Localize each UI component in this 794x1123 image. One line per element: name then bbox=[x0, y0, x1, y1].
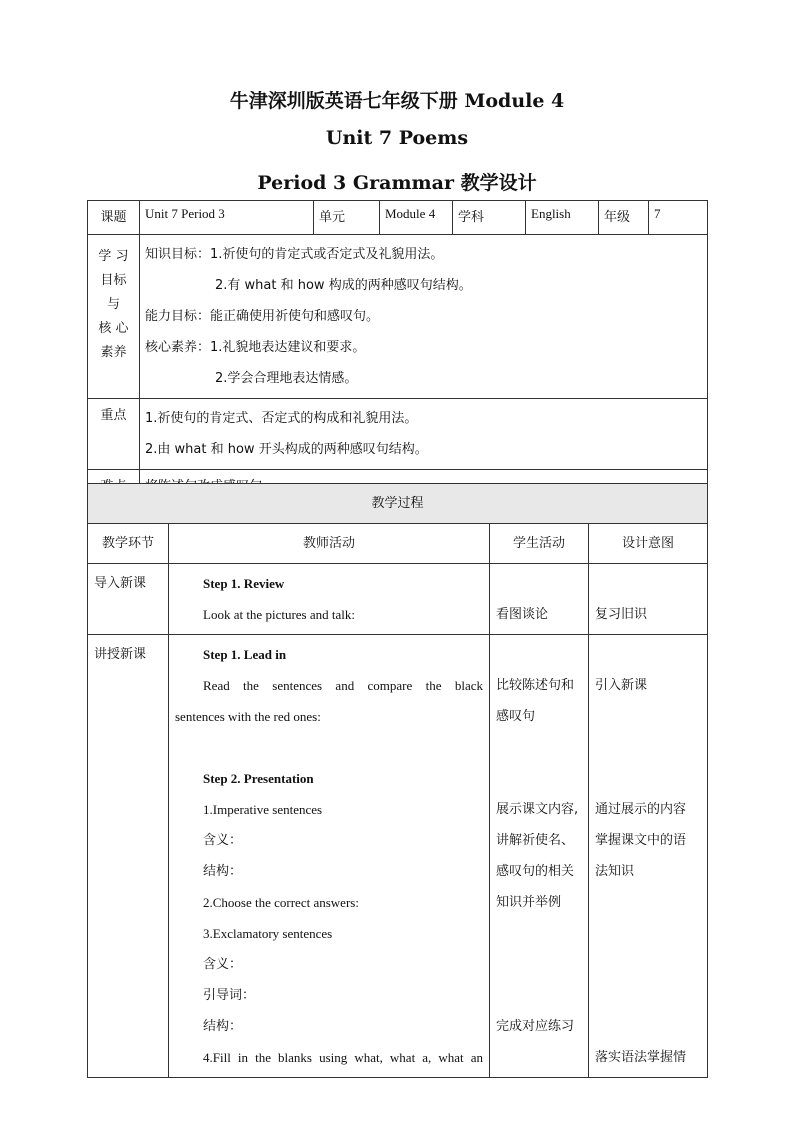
stage-intro-row bbox=[88, 564, 708, 635]
knowledge-goal-2: 2.有 what 和 how 构成的两种感叹句结构。 bbox=[215, 278, 472, 293]
intent-line: 落实语法掌握情 bbox=[595, 1050, 687, 1065]
key-points-row bbox=[88, 399, 708, 470]
stage-new-row bbox=[88, 635, 708, 1078]
lead-in-line-b: sentences with the red ones: bbox=[175, 709, 321, 724]
topic-value: Unit 7 Period 3 bbox=[140, 201, 314, 235]
process-title: 教学过程 bbox=[88, 484, 708, 524]
presentation-line: 引导词： bbox=[203, 988, 256, 1003]
lesson-info-table bbox=[87, 200, 708, 504]
objectives-content bbox=[140, 235, 708, 399]
student-line: 展示课文内容, bbox=[496, 802, 579, 817]
ability-goal: 能力目标：能正确使用祈使句和感叹句。 bbox=[145, 309, 380, 324]
key-point-2: 2.由 what 和 how 开头构成的两种感叹句结构。 bbox=[145, 442, 428, 457]
process-header-row bbox=[88, 484, 708, 524]
presentation-line: 含义： bbox=[203, 957, 243, 972]
stage-intro-intent bbox=[589, 564, 708, 635]
col-intent: 设计意图 bbox=[589, 524, 708, 564]
info-row bbox=[88, 201, 708, 235]
review-step-title: Step 1. Review bbox=[203, 576, 285, 591]
student-line: 讲解祈使名、 bbox=[496, 833, 575, 848]
student-line: 感叹句 bbox=[496, 709, 536, 724]
period-title: Period 3 Grammar 教学设计 bbox=[257, 172, 537, 194]
lead-in-step-title: Step 1. Lead in bbox=[203, 647, 287, 662]
key-points-label: 重点 bbox=[88, 399, 140, 470]
objectives-row bbox=[88, 235, 708, 399]
objectives-label-line: 目标 bbox=[100, 273, 127, 288]
key-point-1: 1.祈使句的肯定式、否定式的构成和礼貌用法。 bbox=[145, 411, 418, 426]
core-goal-1: 核心素养：1.礼貌地表达建议和要求。 bbox=[145, 340, 366, 355]
intent-line: 掌握课文中的语 bbox=[595, 833, 687, 848]
presentation-line: 1.Imperative sentences bbox=[203, 802, 323, 817]
student-line: 感叹句的相关 bbox=[496, 864, 575, 879]
subject-label: 学科 bbox=[453, 201, 526, 235]
col-teacher: 教师活动 bbox=[169, 524, 490, 564]
presentation-line: 结构： bbox=[203, 1019, 243, 1034]
intent-line: 法知识 bbox=[595, 864, 635, 879]
presentation-step-title: Step 2. Presentation bbox=[203, 771, 314, 786]
stage-intro-name: 导入新课 bbox=[88, 564, 169, 635]
document-title: 牛津深圳版英语七年级下册 Module 4 bbox=[229, 90, 565, 112]
presentation-line: 结构： bbox=[203, 864, 243, 879]
teaching-process-table bbox=[87, 483, 708, 1078]
unit-title: Unit 7 Poems bbox=[325, 127, 469, 149]
unit-value: Module 4 bbox=[380, 201, 453, 235]
intent-line: 通过展示的内容 bbox=[595, 802, 687, 817]
student-line: 知识并举例 bbox=[496, 895, 562, 910]
presentation-line: 3.Exclamatory sentences bbox=[203, 926, 333, 941]
unit-label: 单元 bbox=[314, 201, 380, 235]
presentation-line: 2.Choose the correct answers: bbox=[203, 895, 359, 910]
topic-label: 课题 bbox=[88, 201, 140, 235]
objectives-label-line: 核 心 bbox=[98, 321, 129, 336]
stage-new-intent bbox=[589, 635, 708, 1078]
intent-line: 引入新课 bbox=[595, 678, 648, 693]
objectives-label bbox=[88, 235, 140, 399]
review-step-line: Look at the pictures and talk: bbox=[203, 607, 355, 622]
stage-intro-student-text: 看图谈论 bbox=[496, 607, 549, 622]
stage-new-name: 讲授新课 bbox=[88, 635, 169, 1078]
objectives-label-line: 素养 bbox=[100, 345, 127, 360]
stage-intro-student bbox=[490, 564, 589, 635]
key-points-content bbox=[140, 399, 708, 470]
col-student: 学生活动 bbox=[490, 524, 589, 564]
subject-value: English bbox=[526, 201, 599, 235]
objectives-label-line: 与 bbox=[106, 297, 120, 312]
objectives-label-line: 学 习 bbox=[98, 249, 129, 264]
stage-new-student bbox=[490, 635, 589, 1078]
grade-value: 7 bbox=[649, 201, 708, 235]
knowledge-goal-1: 知识目标：1.祈使句的肯定式或否定式及礼貌用法。 bbox=[145, 247, 444, 262]
student-line: 完成对应练习 bbox=[496, 1019, 575, 1034]
presentation-line: 4.Fill in the blanks using what, what a, what an bbox=[203, 1050, 483, 1065]
stage-intro-intent-text: 复习旧识 bbox=[595, 607, 648, 622]
col-stage: 教学环节 bbox=[88, 524, 169, 564]
stage-new-teacher bbox=[169, 635, 490, 1078]
grade-label: 年级 bbox=[599, 201, 649, 235]
lead-in-line-a: Read the sentences and compare the black bbox=[203, 678, 483, 693]
presentation-line: 含义： bbox=[203, 833, 243, 848]
core-goal-2: 2.学会合理地表达情感。 bbox=[215, 371, 358, 386]
student-line: 比较陈述句和 bbox=[496, 678, 575, 693]
column-header-row bbox=[88, 524, 708, 564]
stage-intro-teacher bbox=[169, 564, 490, 635]
